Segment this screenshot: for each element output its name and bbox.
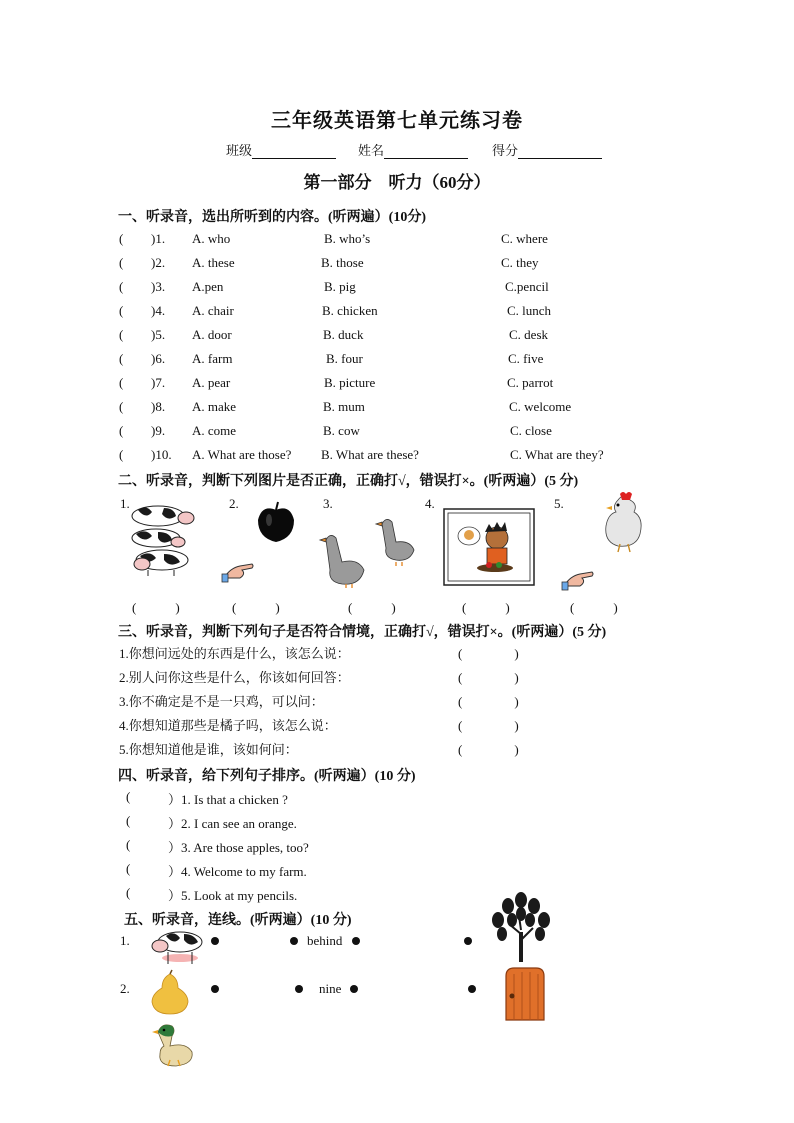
cow-icon bbox=[152, 926, 204, 966]
s2-answer-5[interactable]: ( ) bbox=[570, 600, 618, 615]
s4-answer-bracket[interactable]: ( bbox=[126, 885, 131, 900]
match-dot-mid-right-1[interactable] bbox=[352, 937, 360, 945]
s1-option-c[interactable]: C. desk bbox=[509, 327, 548, 342]
class-blank[interactable] bbox=[252, 146, 336, 159]
s3-statement: 2.别人问你这些是什么，你该如何回答： bbox=[119, 670, 350, 685]
match-dot-right-1[interactable] bbox=[464, 937, 472, 945]
s1-option-c[interactable]: C. they bbox=[501, 255, 539, 270]
s4-answer-bracket[interactable]: ( bbox=[126, 861, 131, 876]
s1-question-number: )10. bbox=[151, 447, 172, 462]
page-title: 三年级英语第七单元练习卷 bbox=[271, 110, 523, 132]
s1-option-c[interactable]: C. where bbox=[501, 231, 548, 246]
s1-option-a[interactable]: A. door bbox=[192, 327, 232, 342]
s1-open-bracket[interactable]: ( bbox=[119, 399, 124, 414]
s2-num-3: 3. bbox=[323, 496, 333, 511]
s1-option-b[interactable]: B. What are these? bbox=[321, 447, 419, 462]
s1-option-a[interactable]: A. chair bbox=[192, 303, 234, 318]
s1-option-b[interactable]: B. four bbox=[326, 351, 363, 366]
s5-word-1: behind bbox=[307, 933, 343, 948]
s1-option-a[interactable]: A. pear bbox=[192, 375, 231, 390]
name-field bbox=[358, 140, 468, 159]
s1-option-b[interactable]: B. picture bbox=[324, 375, 376, 390]
s2-answer-3[interactable]: ( ) bbox=[348, 600, 396, 615]
s2-num-1: 1. bbox=[120, 496, 130, 511]
match-dot-mid-left-2[interactable] bbox=[295, 985, 303, 993]
s1-option-b[interactable]: B. those bbox=[321, 255, 364, 270]
s1-option-c[interactable]: C. close bbox=[510, 423, 552, 438]
door-icon bbox=[502, 966, 548, 1022]
s3-answer-bracket[interactable]: ( ) bbox=[458, 670, 519, 685]
apple-icon bbox=[256, 500, 296, 542]
match-dot-left-2[interactable] bbox=[211, 985, 219, 993]
s1-option-c[interactable]: C. welcome bbox=[509, 399, 572, 414]
s1-question-number: )3. bbox=[151, 279, 166, 294]
s1-option-a[interactable]: A. these bbox=[192, 255, 235, 270]
s1-question-number: )1. bbox=[151, 231, 166, 246]
s1-open-bracket[interactable]: ( bbox=[119, 375, 124, 390]
pointing-hand-icon bbox=[562, 570, 594, 590]
section-4-heading: 四、听录音，给下列句子排序。(听两遍）(10 分) bbox=[118, 769, 416, 784]
match-dot-mid-left-1[interactable] bbox=[290, 937, 298, 945]
s1-question-number: )4. bbox=[151, 303, 166, 318]
s1-option-c[interactable]: C. parrot bbox=[507, 375, 554, 390]
s2-num-4: 4. bbox=[425, 496, 435, 511]
tree-icon bbox=[488, 890, 554, 962]
name-blank[interactable] bbox=[384, 146, 468, 159]
s5-num-1: 1. bbox=[120, 933, 130, 948]
section-1-heading: 一、听录音，选出所听到的内容。(听两遍）(10分) bbox=[118, 210, 426, 225]
part-title: 第一部分 听力（60分） bbox=[303, 173, 491, 192]
s1-question-number: )5. bbox=[151, 327, 166, 342]
s5-num-2: 2. bbox=[120, 981, 130, 996]
match-dot-left-1[interactable] bbox=[211, 937, 219, 945]
s4-answer-bracket[interactable]: ( bbox=[126, 789, 131, 804]
score-blank[interactable] bbox=[518, 146, 602, 159]
s1-question-number: )7. bbox=[151, 375, 166, 390]
s1-option-a[interactable]: A. who bbox=[192, 231, 231, 246]
score-label: 得分 bbox=[492, 143, 519, 158]
s1-open-bracket[interactable]: ( bbox=[119, 447, 124, 462]
s4-sentence: ）5. Look at my pencils. bbox=[168, 888, 298, 903]
s1-open-bracket[interactable]: ( bbox=[119, 255, 124, 270]
s1-open-bracket[interactable]: ( bbox=[119, 231, 124, 246]
s1-option-a[interactable]: A. make bbox=[192, 399, 237, 414]
s1-option-b[interactable]: B. duck bbox=[323, 327, 364, 342]
s1-open-bracket[interactable]: ( bbox=[119, 327, 124, 342]
class-field bbox=[226, 140, 336, 159]
s1-open-bracket[interactable]: ( bbox=[119, 279, 124, 294]
s3-statement: 1.你想问远处的东西是什么，该怎么说： bbox=[119, 646, 350, 661]
s1-option-b[interactable]: B. pig bbox=[324, 279, 356, 294]
s1-question-number: )6. bbox=[151, 351, 166, 366]
s1-option-b[interactable]: B. who’s bbox=[324, 231, 371, 246]
s4-sentence: ）1. Is that a chicken ? bbox=[168, 792, 288, 807]
s3-answer-bracket[interactable]: ( ) bbox=[458, 718, 519, 733]
s2-answer-4[interactable]: ( ) bbox=[462, 600, 510, 615]
s1-option-a[interactable]: A.pen bbox=[192, 279, 224, 294]
pear-icon bbox=[150, 970, 190, 1014]
cows-icon bbox=[128, 498, 198, 576]
s1-option-b[interactable]: B. mum bbox=[323, 399, 365, 414]
name-label: 姓名 bbox=[358, 143, 385, 158]
score-field bbox=[492, 140, 602, 159]
s1-option-a[interactable]: A. come bbox=[192, 423, 237, 438]
s3-answer-bracket[interactable]: ( ) bbox=[458, 742, 519, 757]
s3-statement: 4.你想知道那些是橘子吗，该怎么说： bbox=[119, 718, 337, 733]
s1-option-c[interactable]: C.pencil bbox=[505, 279, 549, 294]
s1-option-b[interactable]: B. chicken bbox=[322, 303, 378, 318]
section-3-heading: 三、听录音，判断下列句子是否符合情境，正确打√，错误打×。(听两遍）(5 分) bbox=[118, 625, 607, 640]
s3-statement: 5.你想知道他是谁，该如何问： bbox=[119, 742, 298, 757]
pointing-hand-icon bbox=[222, 562, 254, 582]
s3-answer-bracket[interactable]: ( ) bbox=[458, 646, 519, 661]
match-dot-mid-right-2[interactable] bbox=[350, 985, 358, 993]
s2-answer-1[interactable]: ( ) bbox=[132, 600, 180, 615]
s4-sentence: ）3. Are those apples, too? bbox=[168, 840, 309, 855]
s4-sentence: ）2. I can see an orange. bbox=[168, 816, 297, 831]
section-5-heading: 五、听录音，连线。(听两遍）(10 分) bbox=[124, 913, 352, 928]
s4-answer-bracket[interactable]: ( bbox=[126, 813, 131, 828]
class-label: 班级 bbox=[226, 143, 253, 158]
chicken-icon bbox=[602, 492, 642, 552]
duck-icon bbox=[152, 1020, 196, 1068]
boy-lunch-icon bbox=[443, 508, 535, 586]
geese-icon bbox=[318, 518, 418, 588]
s1-option-c[interactable]: C. What are they? bbox=[510, 447, 604, 462]
s5-word-2: nine bbox=[319, 981, 342, 996]
s1-question-number: )2. bbox=[151, 255, 166, 270]
s3-answer-bracket[interactable]: ( ) bbox=[458, 694, 519, 709]
s1-open-bracket[interactable]: ( bbox=[119, 351, 124, 366]
s1-open-bracket[interactable]: ( bbox=[119, 303, 124, 318]
match-dot-right-2[interactable] bbox=[468, 985, 476, 993]
s1-question-number: )8. bbox=[151, 399, 166, 414]
s2-num-5: 5. bbox=[554, 496, 564, 511]
s1-option-a[interactable]: A. farm bbox=[192, 351, 233, 366]
s1-option-c[interactable]: C. five bbox=[508, 351, 544, 366]
s2-num-2: 2. bbox=[229, 496, 239, 511]
s2-answer-2[interactable]: ( ) bbox=[232, 600, 280, 615]
s1-option-a[interactable]: A. What are those? bbox=[192, 447, 292, 462]
section-2-heading: 二、听录音，判断下列图片是否正确，正确打√，错误打×。(听两遍）(5 分) bbox=[118, 474, 579, 489]
s1-option-c[interactable]: C. lunch bbox=[507, 303, 552, 318]
s1-question-number: )9. bbox=[151, 423, 166, 438]
s4-sentence: ）4. Welcome to my farm. bbox=[168, 864, 307, 879]
s1-option-b[interactable]: B. cow bbox=[323, 423, 360, 438]
s3-statement: 3.你不确定是不是一只鸡，可以问： bbox=[119, 694, 324, 709]
s4-answer-bracket[interactable]: ( bbox=[126, 837, 131, 852]
s1-open-bracket[interactable]: ( bbox=[119, 423, 124, 438]
